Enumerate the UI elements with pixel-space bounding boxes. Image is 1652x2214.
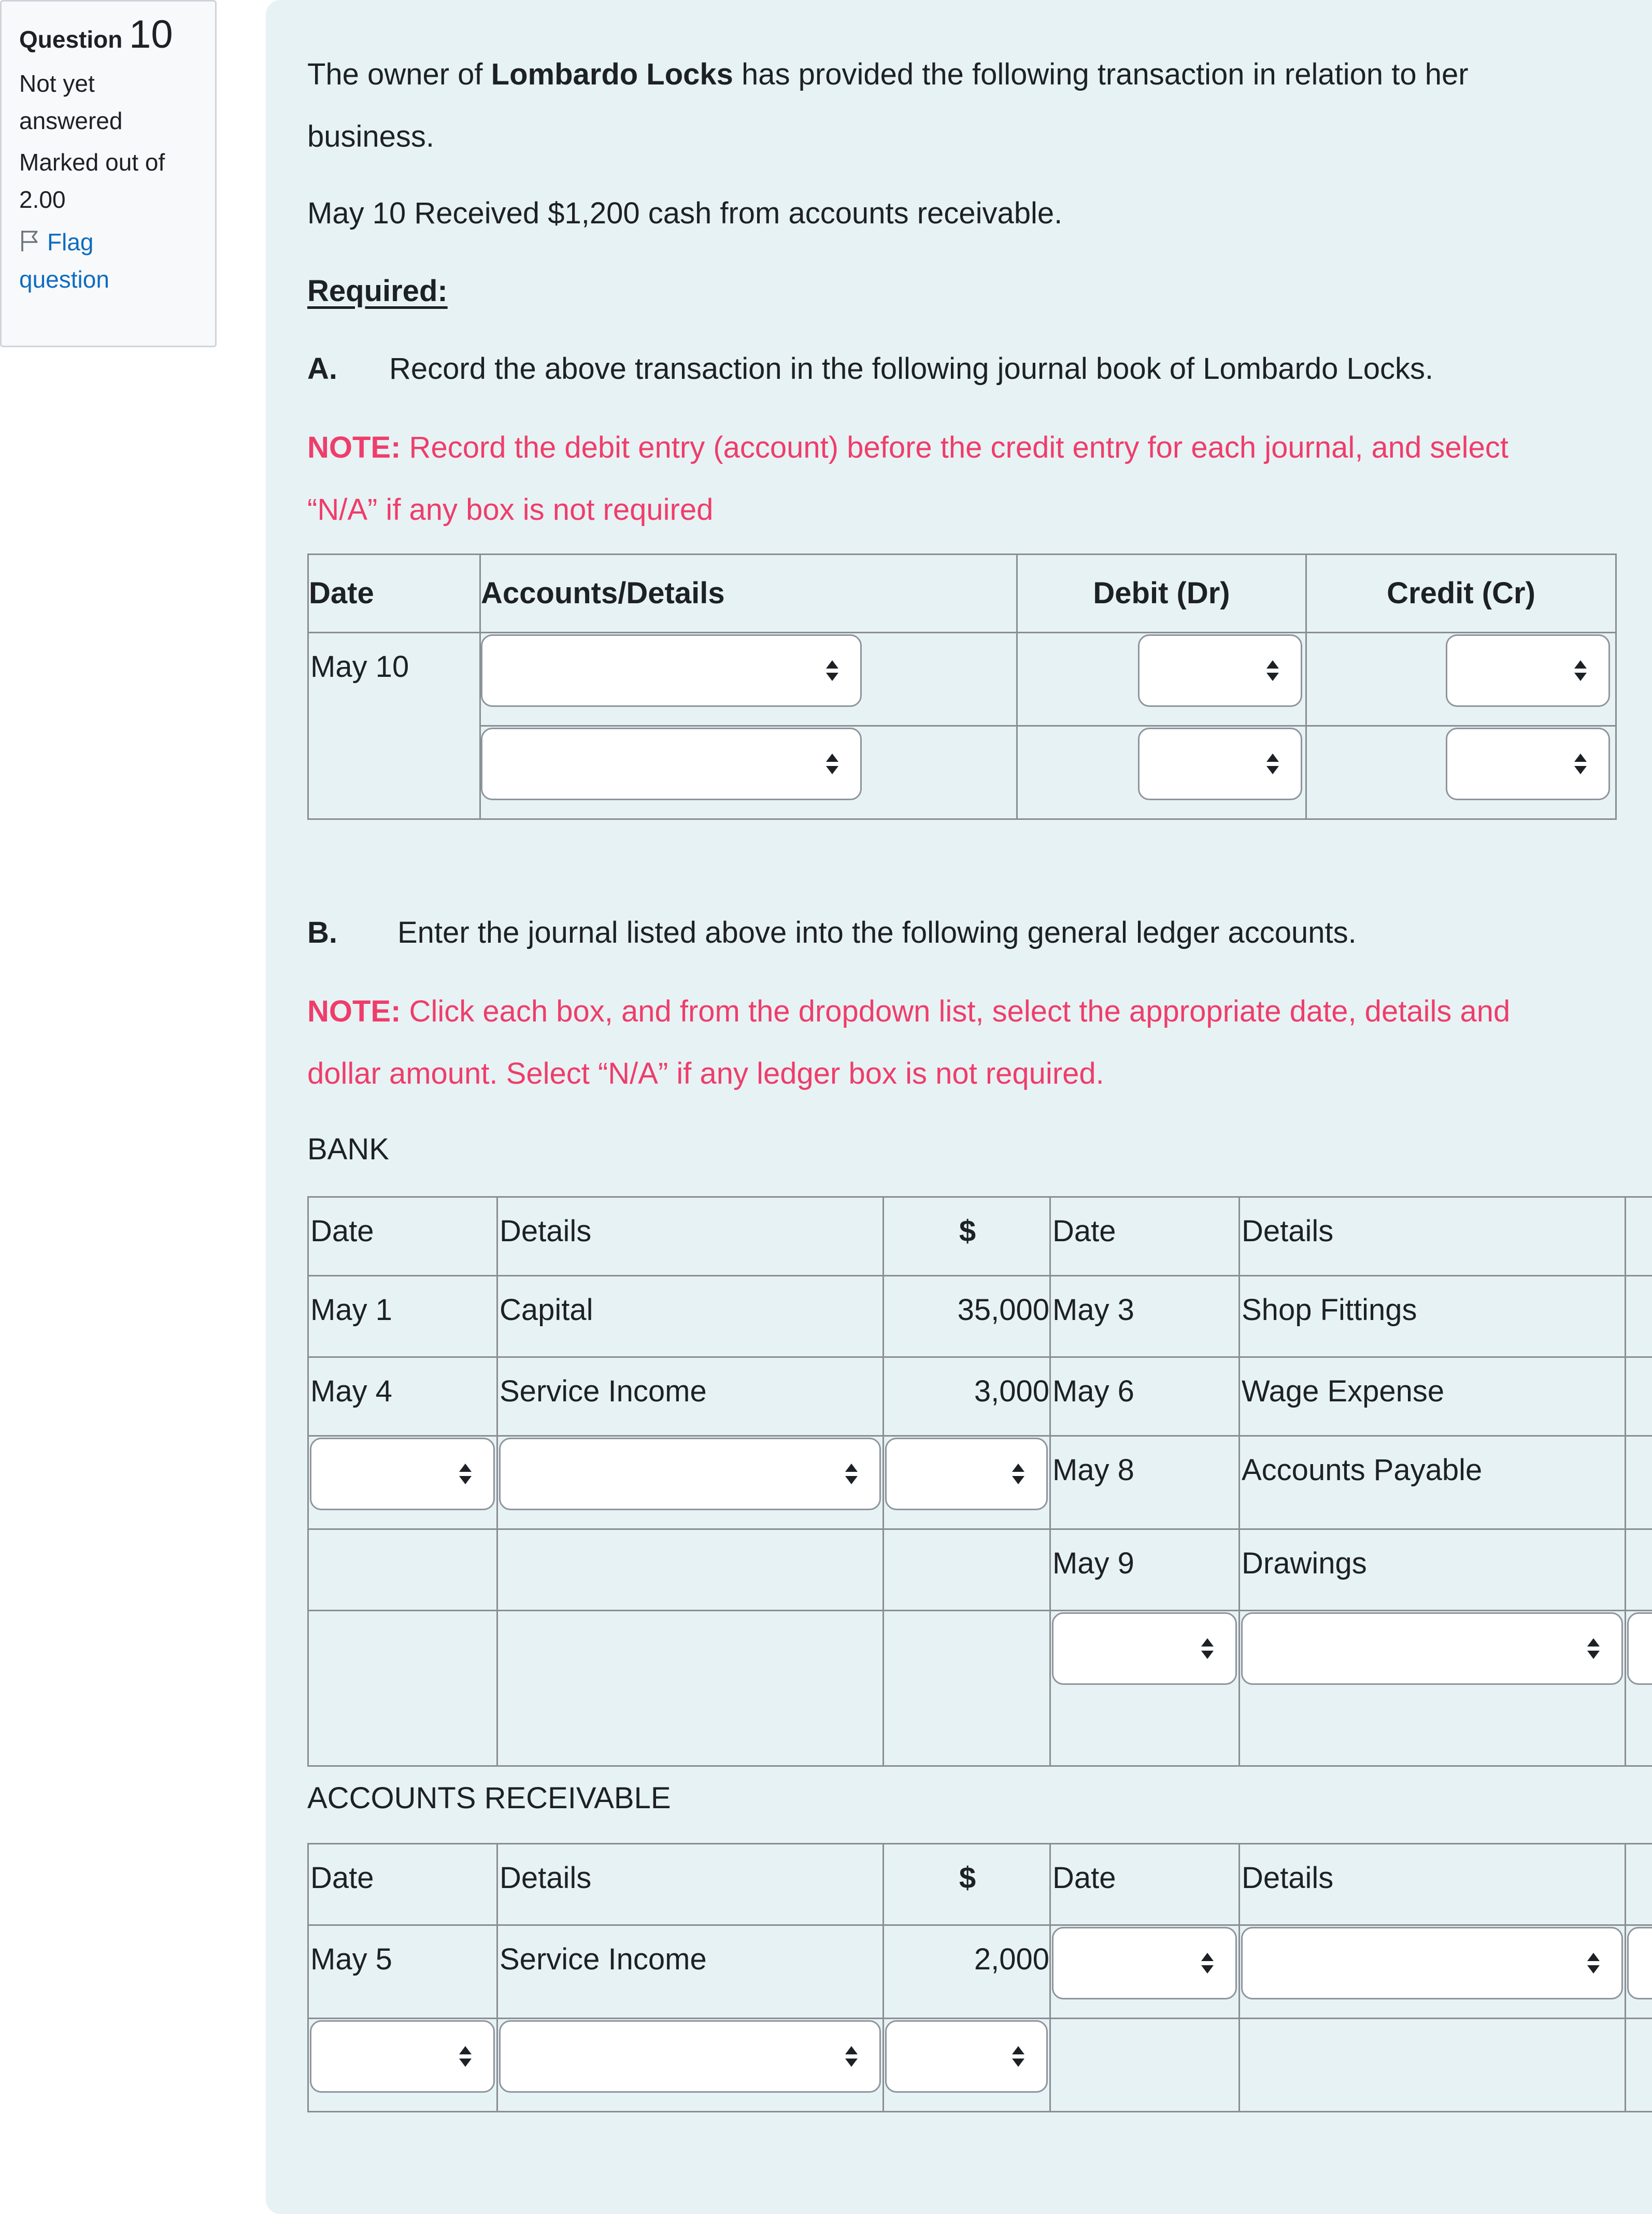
bank-amount-cr: [1626, 1436, 1652, 1529]
part-b-text: Enter the journal listed above into the following general ledger accounts.: [397, 916, 1357, 949]
ar-header-details-dr: [497, 1844, 884, 1925]
up-down-arrows-icon: [457, 1461, 474, 1486]
question-number: [19, 12, 215, 56]
up-down-arrows-icon: [843, 1461, 860, 1486]
journal-account-cell: [480, 726, 1017, 819]
bank-details-cr: [1240, 1357, 1626, 1436]
up-down-arrows-icon: [1264, 751, 1281, 776]
bank-header-date-dr: [308, 1197, 497, 1276]
ar-amount-cr: [1626, 2019, 1652, 2112]
bank-date-cr-text: May 6: [1052, 1374, 1134, 1408]
bank-details-cr-text: Wage Expense: [1242, 1374, 1445, 1408]
ar-header-amount-cr: [1626, 1844, 1652, 1925]
intro-line-1: [307, 44, 1469, 106]
up-down-arrows-icon: [1585, 1951, 1602, 1976]
bank-amount-dr: [884, 1357, 1050, 1436]
bank-date-cr: [1050, 1276, 1240, 1357]
bank-amount-cr: [1626, 1611, 1652, 1766]
ar-amount-cr-select[interactable]: [1627, 1927, 1652, 1999]
ar-header-date-cr-text: Date: [1052, 1861, 1116, 1895]
bank-amount-dr: [884, 1611, 1050, 1766]
note-b-text: Click each box, and from the dropdown list, select the appropriate date, details and: [401, 995, 1511, 1028]
intro-text-post: has provided the following transaction in relation to her: [733, 58, 1469, 91]
ar-header-amount-dr: [884, 1844, 1050, 1925]
bank-amount-dr: [884, 1276, 1050, 1357]
bank-date-cr: [1050, 1436, 1240, 1529]
bank-date-cr-text: May 9: [1052, 1546, 1134, 1580]
bank-row: [308, 1529, 1652, 1611]
journal-header-date: Date: [308, 555, 480, 633]
bank-details-cr: [1240, 1611, 1626, 1766]
journal-account-select-2[interactable]: [481, 728, 862, 800]
bank-header-date-cr: [1050, 1197, 1240, 1276]
journal-account-cell: [480, 633, 1017, 726]
up-down-arrows-icon: [1572, 751, 1589, 776]
journal-date: May 10: [310, 650, 409, 684]
journal-row: [308, 726, 1616, 819]
question-grade: Marked out of 2.00: [19, 149, 165, 213]
ar-date-dr-text: May 5: [310, 1942, 392, 1976]
question-info-panel: [0, 0, 217, 347]
ar-amount-dr-select[interactable]: [885, 2020, 1048, 2093]
bank-header-date-dr-text: Date: [310, 1214, 374, 1248]
ar-header-date-dr: [308, 1844, 497, 1925]
up-down-arrows-icon: [1010, 1461, 1027, 1486]
bank-date-dr-select[interactable]: [310, 1438, 495, 1510]
bank-date-dr: [308, 1611, 497, 1766]
flag-icon: [19, 230, 40, 252]
bank-details-dr-text: Capital: [500, 1293, 593, 1327]
ar-date-dr: [308, 1925, 497, 2019]
question-number-value: 10: [129, 12, 173, 56]
bank-date-cr: [1050, 1529, 1240, 1611]
up-down-arrows-icon: [1585, 1636, 1602, 1661]
intro-line-2: business.: [307, 120, 435, 153]
bank-details-dr: [497, 1436, 884, 1529]
bank-amount-cr-select[interactable]: [1627, 1612, 1652, 1685]
accounts-receivable-ledger-title: ACCOUNTS RECEIVABLE: [307, 1781, 671, 1815]
journal-debit-select-2[interactable]: [1138, 728, 1302, 800]
bank-details-dr: [497, 1357, 884, 1436]
bank-details-cr-text: Shop Fittings: [1242, 1293, 1417, 1327]
up-down-arrows-icon: [824, 658, 841, 683]
journal-header-row: [308, 555, 1616, 633]
journal-debit-select-1[interactable]: [1138, 634, 1302, 707]
journal-debit-cell: [1017, 726, 1306, 819]
intro-text-pre: The owner of: [307, 58, 491, 91]
bank-details-cr: [1240, 1529, 1626, 1611]
required-heading: Required:: [307, 274, 448, 308]
flag-question-label: Flag question: [19, 229, 109, 293]
flag-question-link[interactable]: [19, 223, 190, 298]
bank-details-cr: [1240, 1276, 1626, 1357]
journal-header-accounts: Accounts/Details: [480, 555, 1017, 633]
bank-amount-dr-select[interactable]: [885, 1438, 1048, 1510]
transaction-text: May 10 Received $1,200 cash from accounts receivable.: [307, 196, 1063, 230]
ar-details-cr: [1240, 1925, 1626, 2019]
ar-details-cr: [1240, 2019, 1626, 2112]
bank-amount-dr: [884, 1436, 1050, 1529]
bank-details-cr: [1240, 1436, 1626, 1529]
ar-amount-dr: [884, 2019, 1050, 2112]
ar-details-dr: [497, 1925, 884, 2019]
ar-amount-dr-text: 2,000: [974, 1942, 1049, 1976]
ar-amount-dr: [884, 1925, 1050, 2019]
bank-details-dr-text: Service Income: [500, 1374, 707, 1408]
bank-header-details-dr: [497, 1197, 884, 1276]
journal-debit-cell: [1017, 633, 1306, 726]
ar-row: [308, 2019, 1652, 2112]
bank-details-dr-select[interactable]: [499, 1438, 881, 1510]
bank-header-amount-cr: [1626, 1197, 1652, 1276]
bank-header-amount-dr-text: $: [959, 1214, 976, 1248]
bank-header-details-dr-text: Details: [500, 1214, 592, 1248]
part-a-line: [307, 338, 1433, 400]
bank-amount-cr: [1626, 1276, 1652, 1357]
bank-details-dr: [497, 1529, 884, 1611]
note-a-line-1: [307, 417, 1508, 479]
bank-date-dr: [308, 1276, 497, 1357]
bank-date-cr-text: May 3: [1052, 1293, 1134, 1327]
bank-header-date-cr-text: Date: [1052, 1214, 1116, 1248]
journal-header-credit: Credit (Cr): [1306, 555, 1616, 633]
bank-date-dr: [308, 1529, 497, 1611]
bank-ledger-title: BANK: [307, 1132, 389, 1166]
note-b-line-1: [307, 981, 1510, 1043]
part-a-text: Record the above transaction in the following journal book of Lombardo Locks.: [389, 352, 1434, 386]
ar-header-details-cr-text: Details: [1242, 1861, 1334, 1895]
bank-date-cr: [1050, 1357, 1240, 1436]
journal-table: [307, 554, 1617, 820]
part-b-line: [307, 902, 1357, 964]
bank-date-dr: [308, 1357, 497, 1436]
ar-date-cr-select[interactable]: [1052, 1927, 1237, 1999]
business-name: Lombardo Locks: [491, 58, 733, 91]
bank-row: [308, 1276, 1652, 1357]
ar-date-dr-select[interactable]: [310, 2020, 495, 2093]
ar-amount-cr: [1626, 1925, 1652, 2019]
bank-amount-dr-text: 35,000: [957, 1293, 1049, 1327]
note-b-label: NOTE:: [307, 995, 401, 1028]
journal-credit-select-1[interactable]: [1446, 634, 1610, 707]
bank-header-row: [308, 1197, 1652, 1276]
part-a-label: A.: [307, 352, 337, 386]
bank-details-cr-text: Drawings: [1242, 1546, 1367, 1580]
up-down-arrows-icon: [843, 2044, 860, 2069]
ar-header-row: [308, 1844, 1652, 1925]
question-label: Question: [19, 26, 123, 53]
journal-credit-cell: [1306, 633, 1616, 726]
bank-date-dr-text: May 1: [310, 1293, 392, 1327]
ar-details-dr-text: Service Income: [500, 1942, 707, 1976]
up-down-arrows-icon: [1199, 1951, 1216, 1976]
ar-header-date-dr-text: Date: [310, 1861, 374, 1895]
journal-date-cell: [308, 633, 480, 819]
note-a-text: Record the debit entry (account) before the credit entry for each journal, and select: [401, 431, 1508, 464]
up-down-arrows-icon: [1572, 658, 1589, 683]
bank-details-cr-text: Accounts Payable: [1242, 1453, 1483, 1487]
bank-date-dr-text: May 4: [310, 1374, 392, 1408]
ar-details-dr: [497, 2019, 884, 2112]
ar-header-date-cr: [1050, 1844, 1240, 1925]
ar-header-amount-dr-text: $: [959, 1861, 976, 1895]
bank-row: [308, 1436, 1652, 1529]
bank-row: [308, 1611, 1652, 1766]
accounts-receivable-ledger-table: [307, 1843, 1652, 2112]
up-down-arrows-icon: [457, 2044, 474, 2069]
bank-ledger-table: [307, 1196, 1652, 1767]
ar-header-details-cr: [1240, 1844, 1626, 1925]
note-b-line-2: dollar amount. Select “N/A” if any ledger box is not required.: [307, 1057, 1104, 1090]
bank-date-cr-text: May 8: [1052, 1453, 1134, 1487]
bank-row: [308, 1357, 1652, 1436]
bank-amount-cr: [1626, 1529, 1652, 1611]
bank-details-cr-select[interactable]: [1241, 1612, 1623, 1685]
ar-header-details-dr-text: Details: [500, 1861, 592, 1895]
ar-date-cr: [1050, 1925, 1240, 2019]
journal-account-select-1[interactable]: [481, 634, 862, 707]
note-a-line-2: “N/A” if any box is not required: [307, 493, 714, 527]
ar-row: [308, 1925, 1652, 2019]
bank-header-details-cr: [1240, 1197, 1626, 1276]
note-a-label: NOTE:: [307, 431, 401, 464]
up-down-arrows-icon: [1199, 1636, 1216, 1661]
ar-details-cr-select[interactable]: [1241, 1927, 1623, 1999]
ar-details-dr-select[interactable]: [499, 2020, 881, 2093]
ar-date-cr: [1050, 2019, 1240, 2112]
ar-date-dr: [308, 2019, 497, 2112]
bank-date-cr-select[interactable]: [1052, 1612, 1237, 1685]
bank-date-cr: [1050, 1611, 1240, 1766]
journal-credit-select-2[interactable]: [1446, 728, 1610, 800]
bank-header-amount-dr: [884, 1197, 1050, 1276]
bank-amount-dr: [884, 1529, 1050, 1611]
part-b-label: B.: [307, 916, 337, 949]
bank-date-dr: [308, 1436, 497, 1529]
bank-details-dr: [497, 1611, 884, 1766]
bank-amount-cr: [1626, 1357, 1652, 1436]
bank-details-dr: [497, 1276, 884, 1357]
journal-credit-cell: [1306, 726, 1616, 819]
journal-row: [308, 633, 1616, 726]
question-content: [266, 0, 1652, 2214]
up-down-arrows-icon: [824, 751, 841, 776]
bank-amount-dr-text: 3,000: [974, 1374, 1049, 1408]
bank-header-details-cr-text: Details: [1242, 1214, 1334, 1248]
journal-header-debit: Debit (Dr): [1017, 555, 1306, 633]
question-state: Not yet answered: [19, 70, 123, 134]
up-down-arrows-icon: [1010, 2044, 1027, 2069]
up-down-arrows-icon: [1264, 658, 1281, 683]
